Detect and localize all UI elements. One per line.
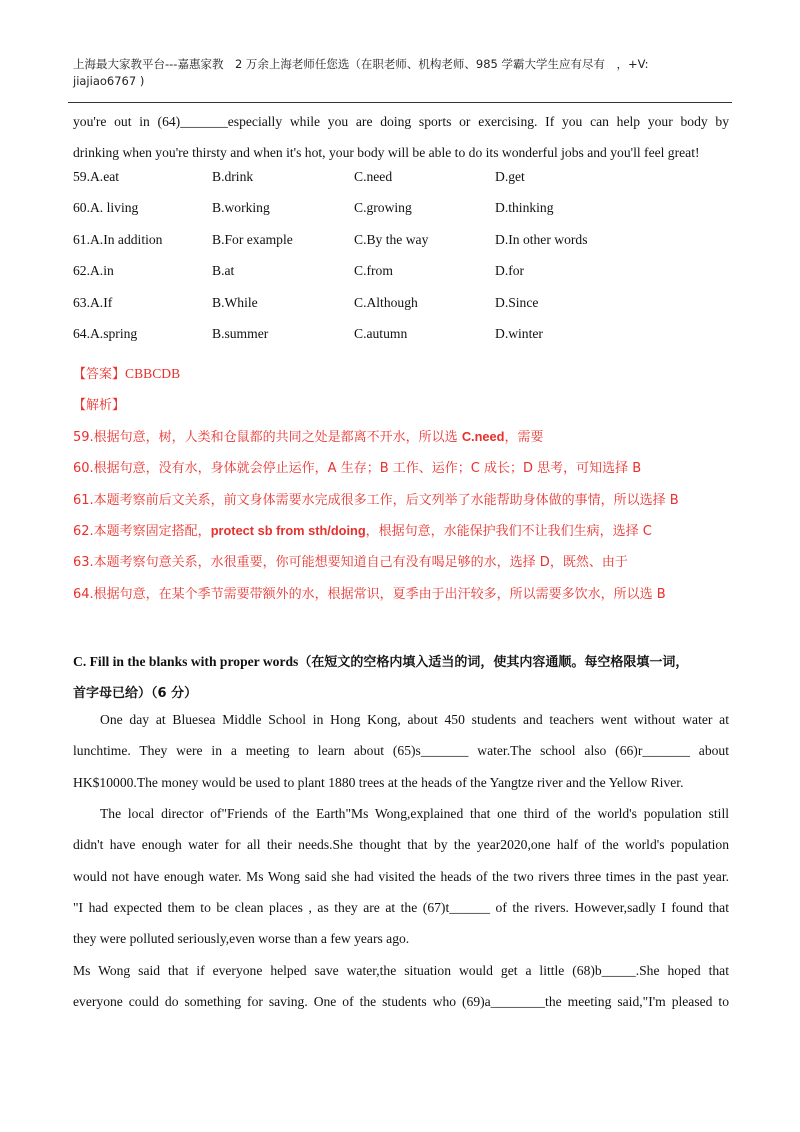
answer-analysis-block [73, 363, 733, 614]
analysis-59-key: C.need [461, 428, 505, 444]
section-c-title-en: C. Fill in the blanks with proper words [73, 654, 299, 669]
analysis-62-text: 62.本题考察固定搭配， [73, 523, 211, 539]
passage-paragraph-1 [73, 704, 729, 798]
option-62-a: 62.A.in [73, 263, 114, 279]
option-row-59 [73, 169, 733, 200]
analysis-item-59 [73, 426, 733, 457]
analysis-63-text: 63.本题考察句意关系，水很重要，你可能想要知道自己有没有喝足够的水，选择 D，既然、由于 [73, 555, 628, 571]
option-61-a: 61.A.In addition [73, 231, 163, 247]
analysis-item-62 [73, 520, 733, 551]
analysis-item-61 [73, 489, 733, 520]
passage-p2-line-3: would not have enough water. Ms Wong said she had visited the heads of the two rivers three times in the past year. [73, 868, 729, 884]
option-59-a: 59.A.eat [73, 169, 120, 184]
option-62-d: D.for [495, 263, 525, 279]
option-row-60 [73, 200, 733, 231]
option-64-d: D.winter [495, 325, 543, 341]
page-header [73, 56, 733, 90]
analysis-62-tail: ，根据句意，水能保护我们不让我们生病，选择 C [365, 523, 652, 539]
option-62-c: C.from [354, 263, 393, 279]
section-c-title [73, 646, 733, 709]
passage-p1-line-3: HK$10000.The money would be used to plant 1880 trees at the heads of the Yangtze river and the Yellow River. [73, 774, 684, 790]
analysis-item-64 [73, 583, 733, 614]
option-62-b: B.at [212, 263, 235, 279]
passage-p2-line-4: "I had expected them to be clean places , as they are at the (67)t______ of the rivers. However,sadly I found that [73, 899, 729, 915]
analysis-62-key: protect sb from sth/doing [210, 522, 366, 538]
passage-p2-line-1: The local director of"Friends of the Earth"Ms Wong,explained that one third of the world's population still [100, 806, 729, 821]
intro-line-1: you're out in (64)_______especially while you are doing sports or exercising. If you can help your body by [73, 114, 729, 129]
option-63-d: D.Since [495, 294, 539, 310]
analysis-59-tail: ，需要 [504, 429, 544, 445]
analysis-item-60 [73, 457, 733, 488]
intro-line-2: drinking when you're thirsty and when it's hot, your body will be able to do its wonderful jobs and you'll feel great! [73, 145, 700, 160]
answer-value: CBBCDB [125, 366, 181, 381]
passage-p1-line-2: lunchtime. They were in a meeting to learn about (65)s_______ water.The school also (66)r_______ about [73, 743, 729, 759]
option-61-c: C.By the way [354, 231, 429, 247]
option-60-d: D.thinking [495, 200, 554, 216]
option-59-d: D.get [495, 169, 525, 184]
option-60-a: 60.A. living [73, 200, 139, 216]
analysis-60-text: 60.根据句意，没有水，身体就会停止运作，A 生存；B 工作、运作；C 成长；D 思考，可知选择 B [73, 461, 642, 477]
option-64-a: 64.A.spring [73, 325, 138, 341]
passage-p1-line-1: One day at Bluesea Middle School in Hong Kong, about 450 students and teachers went without water at [100, 712, 729, 727]
analysis-59-text: 59.根据句意，树，人类和仓鼠都的共同之处是都离不开水，所以选 [73, 429, 462, 445]
option-row-64 [73, 326, 733, 357]
option-59-b: B.drink [212, 169, 254, 184]
analysis-61-text: 61.本题考察前后文关系，前文身体需要水完成很多工作，后文列举了水能帮助身体做的事情，所以选择 B [73, 492, 679, 508]
option-60-c: C.growing [354, 200, 412, 216]
option-row-63 [73, 295, 733, 326]
passage-paragraph-3 [73, 955, 729, 1018]
options-list [73, 169, 733, 357]
answer-label: 【答案】 [73, 367, 126, 382]
analysis-64-text: 64.根据句意，在某个季节需要带额外的水，根据常识，夏季由于出汗较多，所以需要多饮水，所以选 B [73, 586, 666, 602]
option-63-c: C.Although [354, 294, 418, 310]
option-row-61 [73, 232, 733, 263]
passage-p3-line-1: Ms Wong said that if everyone helped save water,the situation would get a little (68)b_____.She hoped that [73, 963, 729, 978]
analysis-label: 【解析】 [73, 398, 126, 414]
passage-paragraph-2 [73, 798, 729, 954]
intro-paragraph [73, 106, 729, 168]
option-63-b: B.While [212, 294, 258, 310]
option-64-c: C.autumn [354, 325, 408, 341]
option-59-c: C.need [354, 169, 393, 184]
header-line-2: jiajiao6767 ) [73, 74, 145, 88]
option-61-b: B.For example [212, 231, 293, 247]
passage-p2-line-2: didn't have enough water for all their needs.She thought that by the year2020,one half of the world's population [73, 837, 729, 853]
option-row-62 [73, 263, 733, 294]
option-63-a: 63.A.If [73, 294, 113, 310]
passage-p2-line-5: they were polluted seriously,even worse than a few years ago. [73, 931, 410, 947]
section-c-title-cn: （在短文的空格内填入适当的词，使其内容通顺。每空格限填一词， [298, 655, 689, 670]
analysis-item-63 [73, 551, 733, 582]
answer-line [73, 363, 733, 394]
section-c-title-cn-2: 首字母已给）（6 分） [73, 686, 198, 701]
header-divider [68, 102, 732, 103]
option-64-b: B.summer [212, 325, 269, 341]
passage-p3-line-2: everyone could do something for saving. One of the students who (69)a________the meeting said,"I'm pleased to [73, 994, 729, 1010]
option-61-d: D.In other words [495, 231, 588, 247]
option-60-b: B.working [212, 200, 270, 216]
header-line-1: 上海最大家教平台---嘉惠家教 2 万余上海老师任您选（在职老师、机构老师、985 学霸大学生应有尽有 ，+V: [73, 57, 649, 71]
